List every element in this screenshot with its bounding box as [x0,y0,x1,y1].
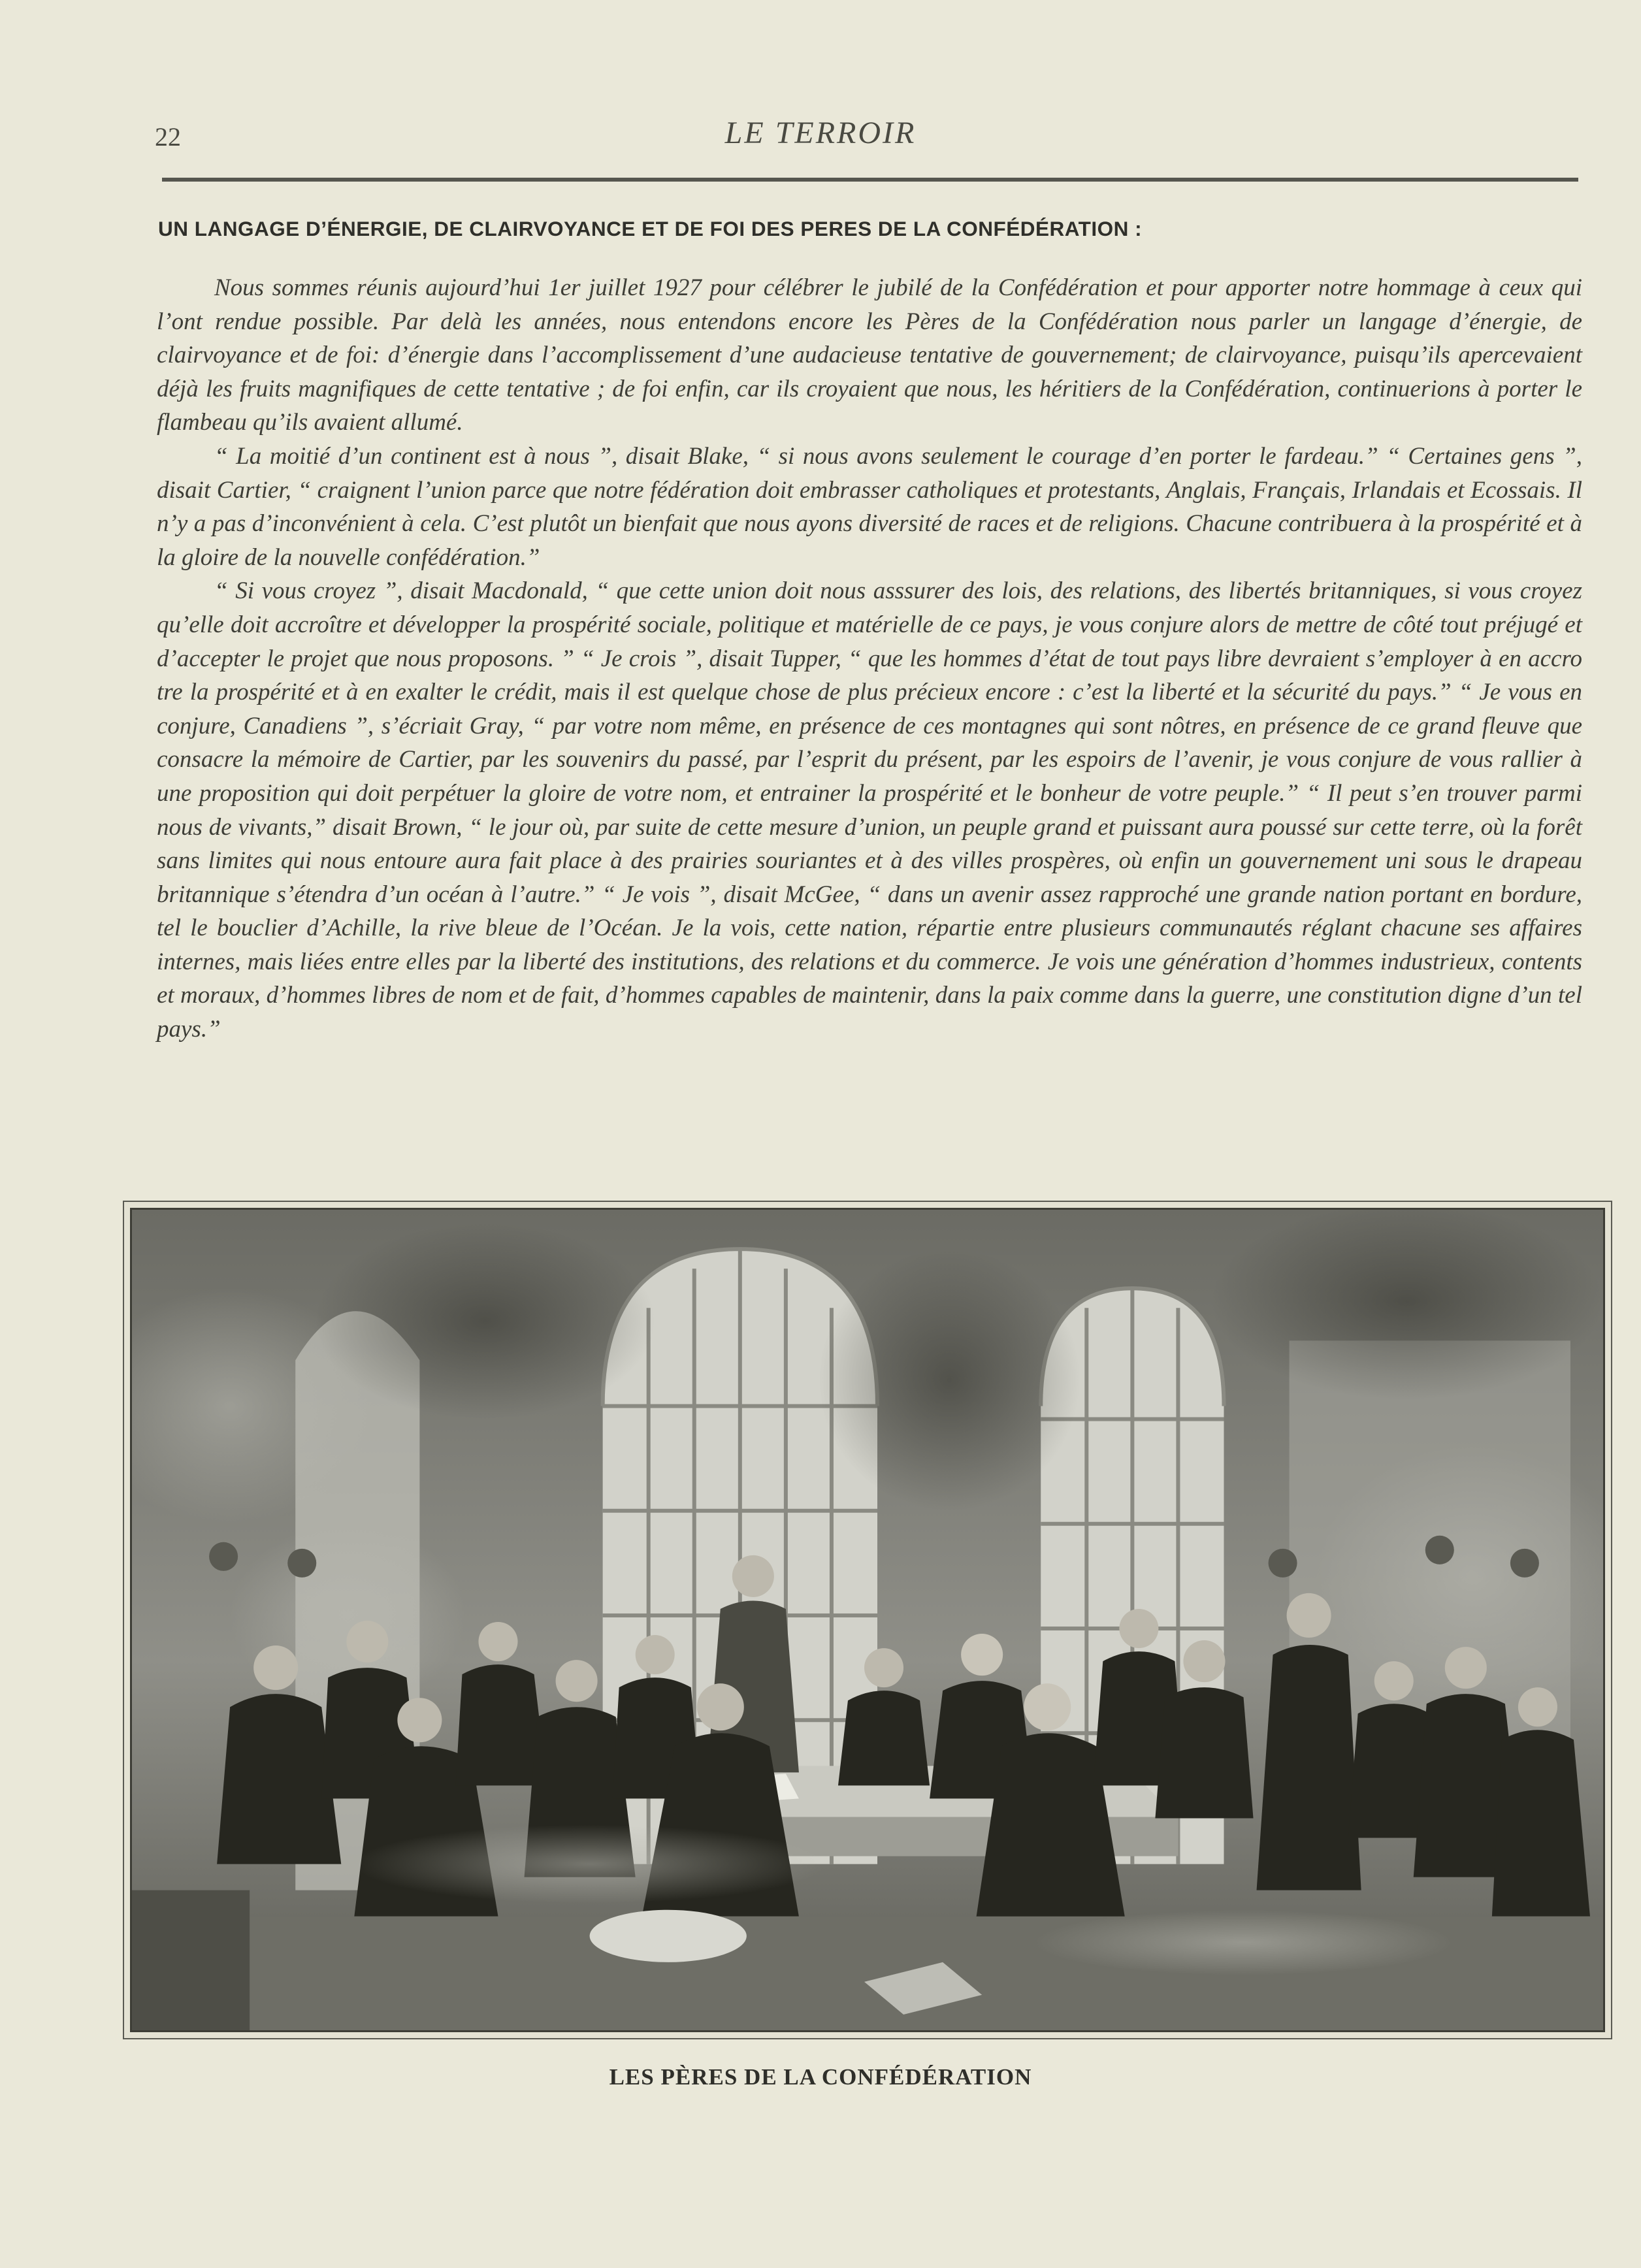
article-body [157,271,1582,1046]
paragraph: Nous sommes réunis aujourd’hui 1er juillet 1927 pour célébrer le jubilé de la Confédération et pour apporter notre hommage à ceux qui l’ont rendue possible. Par delà les années, nous entendons encore les Pères de la Confédération nous parler un langage d’énergie, de clairvoyance et de foi: d’énergie dans l’accomplissement d’une audacieuse tentative de gouvernement; de clairvoyance, puisqu’ils apercevaient déjà les fruits magnifiques de cette tentative ; de foi enfin, car ils croyaient que nous, les héritiers de la Confédération, continuerions à porter le flambeau qu’ils avaient allumé. [157,274,1582,436]
photograph-illustration [132,1210,1603,2030]
paragraph: “ Si vous croyez ”, disait Macdonald, “ que cette union doit nous asssurer des lois, des relations, des libertés britanniques, si vous croyez qu’elle doit accroître et développer la prospérité sociale, politique et matérielle de ce pays, je vous conjure alors de mettre de côté tout préjugé et d’accepter le projet que nous proposons. ” “ Je crois ”, disait Tupper, “ que les hommes d’état de tout pays libre devraient s’employer à en accro tre la prospérité et à en exalter le crédit, mais il est quelque chose de plus précieux encore : c’est la liberté et la sécurité du pays.” “ Je vous en conjure, Canadiens ”, s’écriait Gray, “ par votre nom même, en présence de ces montagnes qui sont nôtres, en présence de ce grand fleuve que consacre la mémoire de Cartier, par les souvenirs du passé, par l’esprit du présent, par les espoirs de l’avenir, je vous conjure de vous rallier à une proposition qui doit perpétuer la gloire de votre nom, et entrainer la prospérité et le bonheur de votre peuple.” “ Il peut s’en trouver parmi nous de vivants,” disait Brown, “ le jour où, par suite de cette mesure d’union, un peuple grand et puissant aura poussé sur cette terre, où la forêt sans limites qui nous entoure aura fait place à des prairies souriantes et à des villes prospères, où enfin un gouvernement uni sous le drapeau britannique s’étendra d’un océan à l’autre.” “ Je vois ”, disait McGee, “ dans un avenir assez rapproché une grande nation portant en bordure, tel le bouclier d’Achille, la rive bleue de l’Océan. Je la vois, cette nation, répartie entre plusieurs communautés réglant chacune ses affaires internes, mais liées entre elles par la liberté des institutions, des relations et du commerce. Je vois une génération d’hommes industrieux, contents et moraux, d’hommes libres de nom et de fait, d’hommes capables de maintenir, dans la paix comme dans la guerre, une constitution digne d’un tel pays.” [157,577,1582,1043]
header-rule [162,178,1578,182]
running-head: LE TERROIR [724,116,917,150]
plate-frame [123,1201,1612,2039]
page-number: 22 [155,122,181,152]
plate-photograph [130,1208,1605,2032]
plate-caption: LES PÈRES DE LA CONFÉDÉRATION [609,2064,1032,2090]
paragraph: “ La moitié d’un continent est à nous ”, disait Blake, “ si nous avons seulement le courage d’en porter le fardeau.” “ Certaines gens ”, disait Cartier, “ craignent l’union parce que notre fédération doit embrasser catholiques et protestants, Anglais, Français, Irlandais et Ecossais. Il n’y a pas d’inconvénient à cela. C’est plutôt un bienfait que nous ayons diversité de races et de religions. Chacune contribuera à la prospérité et à la gloire de la nouvelle confédération.” [157,442,1582,571]
section-heading: UN LANGAGE D’ÉNERGIE, DE CLAIRVOYANCE ET DE FOI DES PERES DE LA CONFÉDÉRATION : [158,217,1143,240]
